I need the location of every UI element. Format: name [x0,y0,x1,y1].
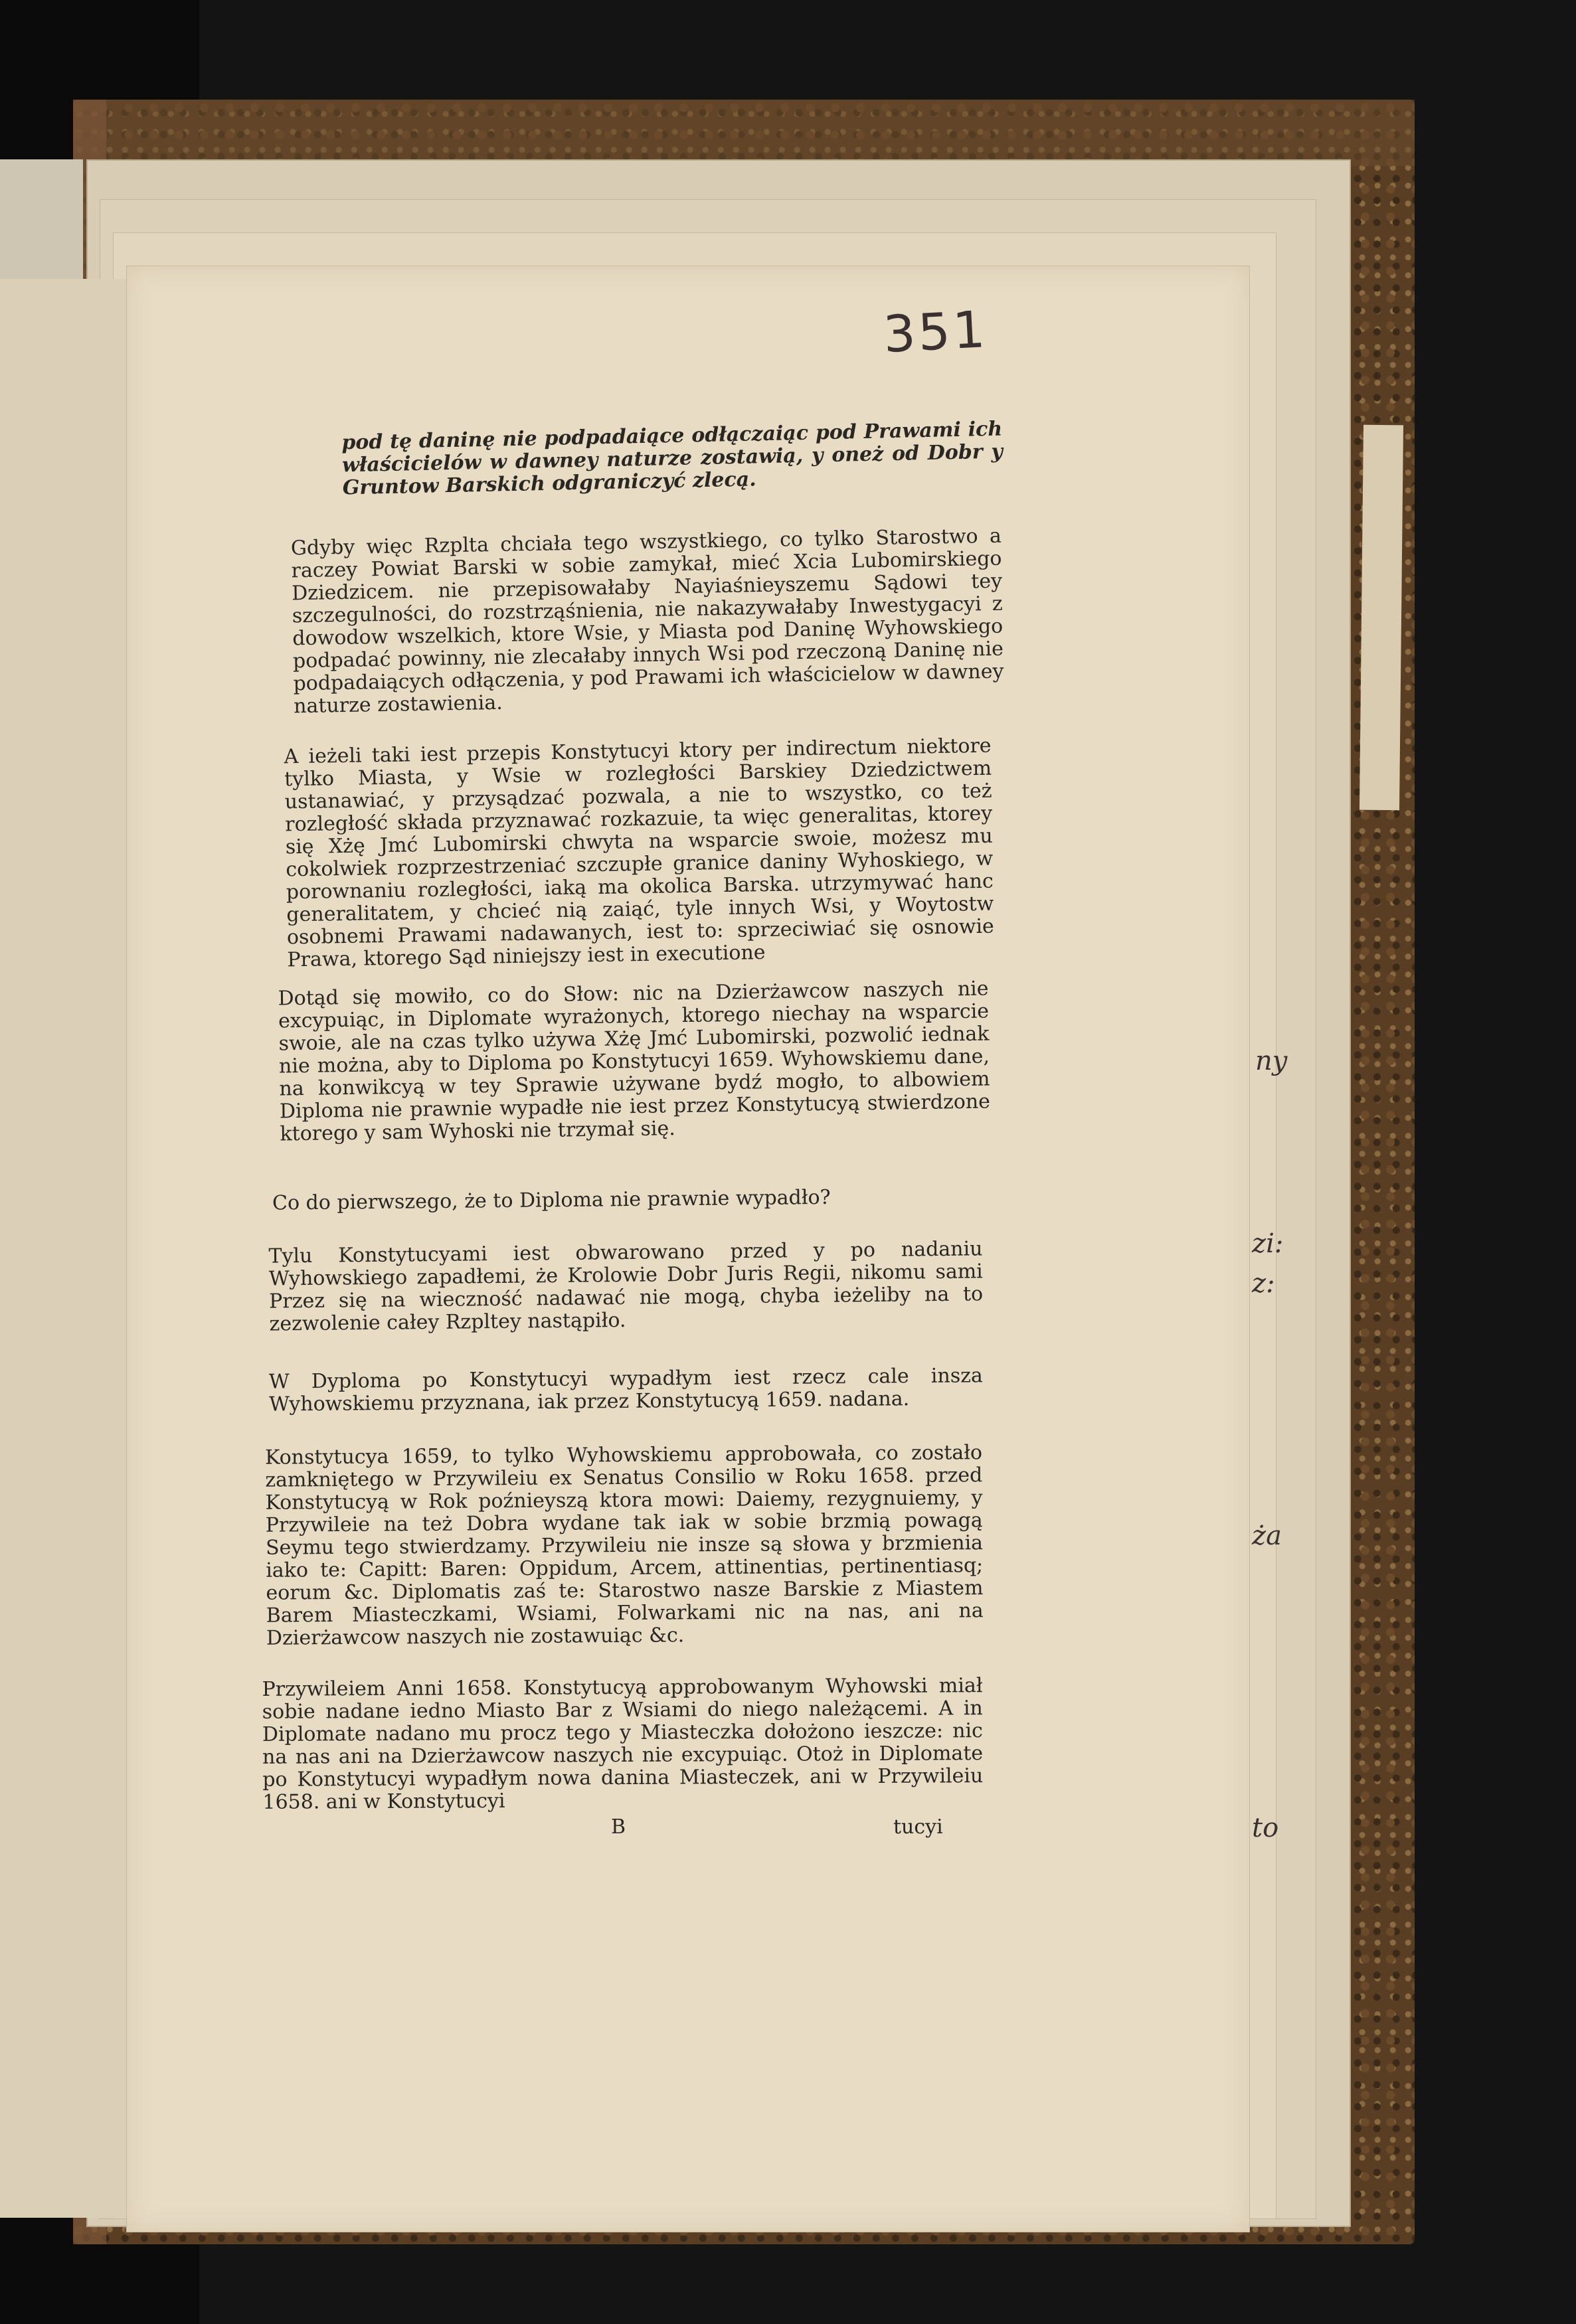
paragraph-4: Dotąd się mowiło, co do Słow: nic na Dzierżawcow naszych nie excypuiąc, in Diplomate wyrażonych, ktorego niechay na wsparcie swoie, ale na czas tylko używa Xżę Jmć Lubomirski, pozwolić iednak nie można, aby to Diploma po Konstytucyi 1659. Wyhowskiemu dane, na konwikcyą w tey Sprawie używane bydź mogło, to albowiem Diploma nie prawnie wypadłe nie iest przez Konstytucyą stwierdzone ktorego y sam Wyhoski nie trzymał się. [278,977,991,1146]
margin-note-1: ny [1255,1046,1288,1076]
left-facing-page [0,279,128,2218]
paragraph-1: pod tę daninę nie podpadaiące odłączaiąc pod Prawami ich właścicielów w dawney naturze zostawią, y oneż od Dobr y Gruntow Barskich odgraniczyć zlecą. [341,417,1004,500]
paragraph-7: W Dyploma po Konstytucyi wypadłym iest rzecz cale insza Wyhowskiemu przyznana, iak przez Konstytucyą 1659. nadana. [268,1364,983,1416]
cover-top-edge [73,100,1415,166]
torn-paper-strip [1359,425,1403,811]
margin-note-5: to [1252,1813,1279,1843]
margin-note-2: zi: [1252,1228,1284,1259]
folio-number: 351 [881,299,990,365]
catchword: tucyi [893,1815,943,1839]
signature-mark: B [611,1815,626,1839]
paragraph-2: Gdyby więc Rzplta chciała tego wszystkiego, co tylko Starostwo a raczey Powiat Barski w sobie zamykał, mieć Xcia Lubomirskiego Dziedzicem. nie przepisowałaby Nayiaśnieyszemu Sądowi tey szczegulności, do rozstrząśnienia, nie nakazywałaby Inwestygacyi z dowodow wszelkich, ktore Wsie, y Miasta pod Daninę Wyhowskiego podpadać powinny, nie zlecałaby innych Wsi pod rzeczoną Daninę nie podpadaiących odłączenia, y pod Prawami ich właścicielow w dawney naturze zostawienia. [290,524,1004,718]
paragraph-9: Przywileiem Anni 1658. Konstytucyą approbowanym Wyhowski miał sobie nadane iedno Miasto Bar z Wsiami do niego należącemi. A in Diplomate nadano mu procz tego y Miasteczka dołożono ieszcze: nic na nas ani na Dzierżawcow naszych nie excypuiąc. Otoż in Diplomate po Konstytucyi wypadłym nowa danina Miasteczek, ani w Przywileiu 1658. ani w Konstytucyi [262,1674,984,1814]
paragraph-3: A ieżeli taki iest przepis Konstytucyi ktory per indirectum niektore tylko Miasta, y Wsie w rozległości Barskiey Dziedzictwem ustanawiać, y przysądzać pozwala, a nie to wszystko, co też rozległość składa przyznawać rozkazuie, ta więc generalitas, ktorey się Xżę Jmć Lubomirski chwyta na wsparcie swoie, możesz mu cokolwiek rozprzestrzeniać szczupłe granice daniny Wyhoskiego, w porownaniu rozległości, iaką ma okolica Barska. utrzymywać hanc generalitatem, y chcieć nią zaiąć, tyle innych Wsi, y Woytostw osobnemi Prawami nadawanych, iest to: sprzeciwiać się osnowie Prawa, ktorego Sąd niniejszy iest in executione [284,734,995,972]
paragraph-5: Co do pierwszego, że to Diploma nie prawnie wypadło? [272,1185,831,1215]
paragraph-8: Konstytucya 1659, to tylko Wyhowskiemu approbowała, co zostało zamkniętego w Przywileiu ex Senatus Consilio w Roku 1658. przed Konstytucyą w Rok poźnieyszą ktora mowi: Daiemy, rezygnuiemy, y Przywileie na też Dobra wydane tak iak w sobie brzmią powagą Seymu tego stwierdzamy. Przywileiu nie insze są słowa y brzmienia iako te: Capitt: Baren: Oppidum, Arcem, attinentias, pertinentiasq; eorum &c. Diplomatis zaś te: Starostwo nasze Barskie z Miastem Barem Miasteczkami, Wsiami, Folwarkami nic na nas, ani na Dzierżawcow naszych nie zostawuiąc &c. [264,1441,984,1650]
margin-note-4: ża [1252,1521,1282,1551]
margin-note-3: z: [1252,1268,1275,1299]
left-page-top [0,159,83,279]
paragraph-6: Tylu Konstytucyami iest obwarowano przed y po nadaniu Wyhowskiego zapadłemi, że Krolowie Dobr Juris Regii, nikomu sami Przez się na wieczność nadawać nie mogą, chyba ieżeliby na to zezwolenie całey Rzpltey nastąpiło. [268,1237,984,1336]
